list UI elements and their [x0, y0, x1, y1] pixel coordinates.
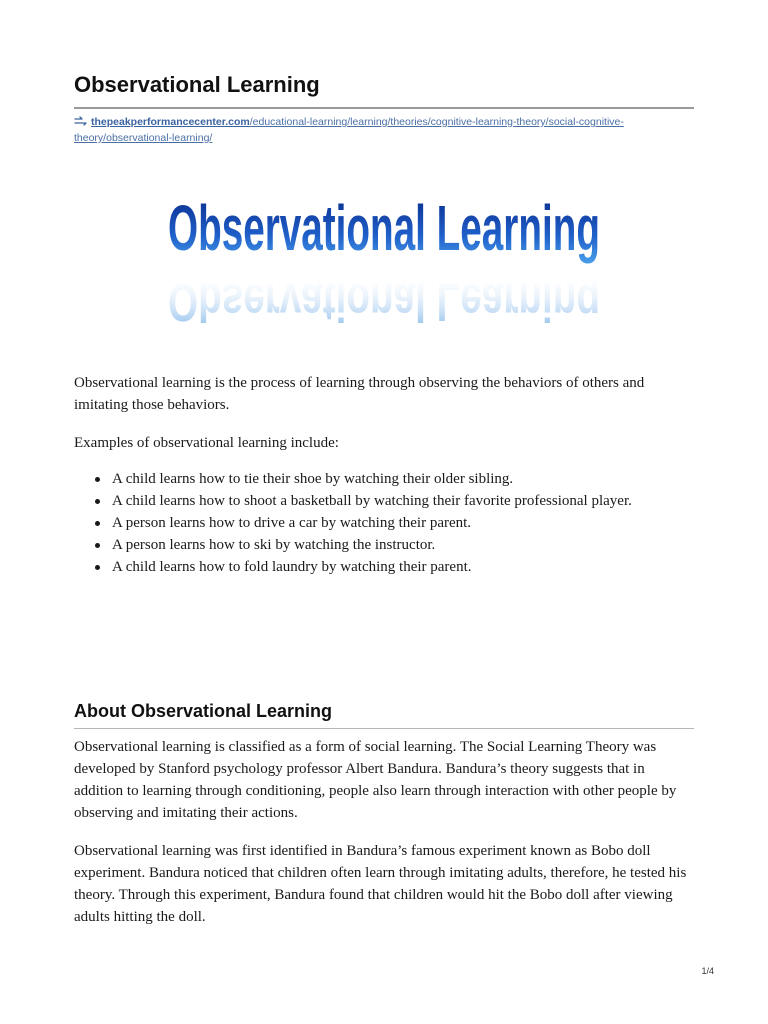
list-item [74, 534, 672, 556]
title-divider [74, 107, 694, 109]
hero-text: Observational Learning [167, 192, 600, 265]
list-item [74, 512, 672, 534]
source-path[interactable]: /educational-learning/learning/theories/cognitive-learning-theory/social-cognitive-theory/observational-learning/ [74, 116, 624, 144]
list-item-text: A person learns how to drive a car by watching their parent. [112, 515, 472, 531]
bullet-icon [95, 521, 100, 526]
list-item [74, 468, 672, 490]
bullet-icon [95, 499, 100, 504]
source-link[interactable] [74, 114, 694, 146]
list-item [74, 556, 672, 578]
page-title: Observational Learning [74, 72, 320, 97]
section-paragraph-2: Observational learning was first identified in Bandura’s famous experiment known as Bobo doll experiment. Bandura noticed that children often learn through imitating adults, therefore, he tested his theory. Through this experiment, Bandura found that children would hit the Bobo doll after viewing adults hitting the doll. [74, 843, 687, 925]
section-divider [74, 728, 694, 729]
hero-text-reflection: Observational Learning [168, 272, 600, 332]
link-icon [74, 115, 87, 125]
intro-paragraph: Observational learning is the process of learning through observing the behaviors of others and imitating those behaviors. [74, 375, 645, 413]
list-item-text: A child learns how to shoot a basketball by watching their favorite professional player. [112, 493, 632, 509]
list-item [74, 490, 672, 512]
examples-intro: Examples of observational learning include: [74, 435, 339, 451]
page-number: 1/4 [701, 966, 714, 976]
examples-list [74, 468, 694, 578]
bullet-icon [95, 477, 100, 482]
source-domain[interactable]: thepeakperformancecenter.com [91, 116, 250, 128]
hero-wordart-image [164, 178, 604, 338]
bullet-icon [95, 543, 100, 548]
bullet-icon [95, 565, 100, 570]
section-paragraph-1: Observational learning is classified as a form of social learning. The Social Learning Theory was developed by Stanford psychology professor Albert Bandura. Bandura’s theory suggests that in addition to learning through conditioning, people also learn through interaction with other people by observing and imitating their actions. [74, 739, 677, 821]
section-heading: About Observational Learning [74, 701, 333, 721]
list-item-text: A child learns how to fold laundry by watching their parent. [112, 559, 472, 575]
list-item-text: A child learns how to tie their shoe by watching their older sibling. [112, 471, 514, 487]
list-item-text: A person learns how to ski by watching the instructor. [112, 537, 436, 553]
